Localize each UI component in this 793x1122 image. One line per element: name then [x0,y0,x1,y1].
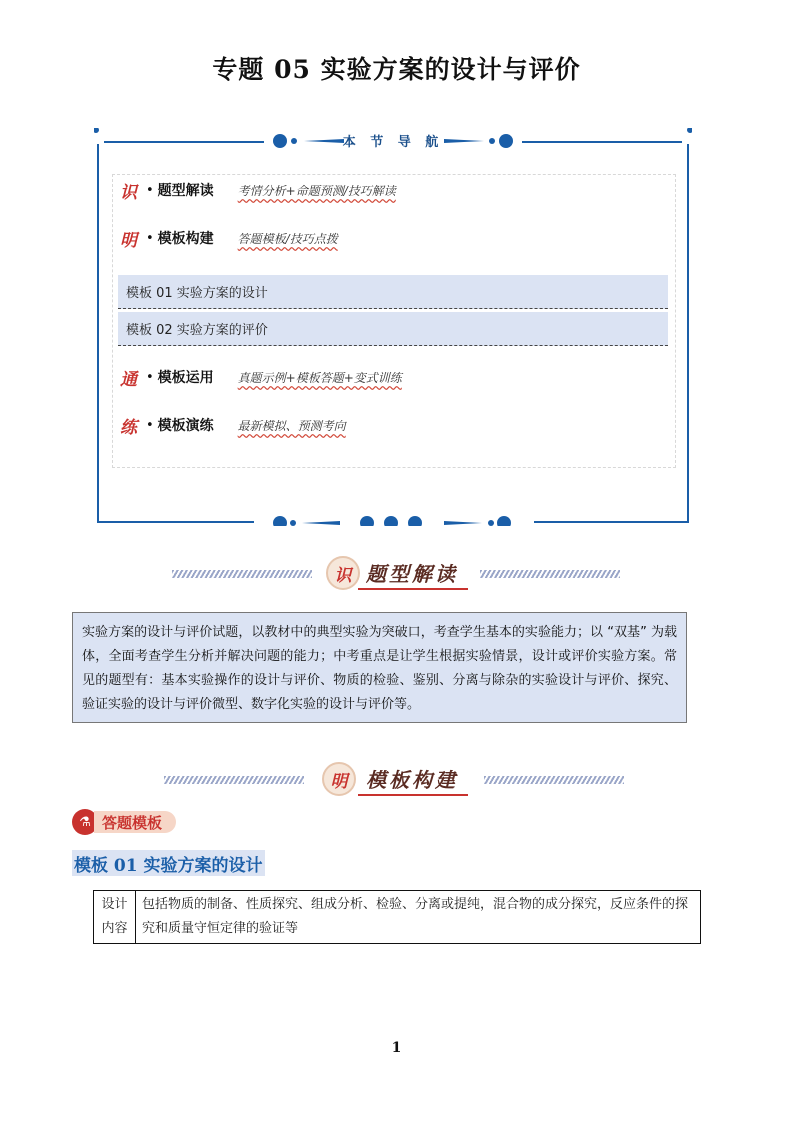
section-medal-icon: 识 [326,556,360,590]
nav-item-desc: 考情分析+命题预测/技巧解读 [237,183,396,198]
page-title: 专题 05 实验方案的设计与评价 [212,55,581,84]
banner-stripe-right [480,570,620,578]
banner-stripe-left [164,776,304,784]
nav-char-icon: 识 [120,182,137,203]
nav-item-label: 模板演练 [157,418,214,434]
banner-stripe-left [172,570,312,578]
nav-char-icon: 明 [120,230,137,251]
nav-template-02[interactable]: 模板 02 实验方案的评价 [118,312,668,346]
design-content-table [93,890,701,944]
nav-char-icon: 通 [120,369,137,390]
nav-item-label: 模板运用 [157,370,214,386]
answer-template-badge [72,809,176,835]
section-banner-construction [0,758,793,802]
flask-icon: ⚗ [72,809,98,835]
nav-item-application[interactable] [120,365,402,389]
table-value-cell: 包括物质的制备、性质探究、组成分析、检验、分离或提纯，混合物的成分探究，反应条件的探究和质量守恒定律的验证等 [136,891,701,944]
table-key-cell: 设计内容 [94,891,136,944]
bullet-icon: • [146,182,154,198]
nav-header: 本 节 导 航 [342,135,444,150]
nav-item-interpretation[interactable] [120,178,396,202]
bullet-icon: • [146,417,154,433]
nav-item-practice[interactable] [120,413,346,437]
nav-item-desc: 真题示例+模板答题+变式训练 [237,370,402,385]
bullet-icon: • [146,369,154,385]
nav-item-desc: 答题模板/技巧点拨 [237,231,338,246]
nav-char-icon: 练 [120,417,137,438]
banner-stripe-right [484,776,624,784]
intro-paragraph: 实验方案的设计与评价试题，以教材中的典型实验为突破口，考查学生基本的实验能力；以 “双基” 为载体，全面考查学生分析并解决问题的能力；中考重点是让学生根据实验情景，设计或评价实验方案。常见的题型有：基本实验操作的设计与评价、物质的检验、鉴别、分离与除杂的实验设计与评价、探究、验证实验的设计与评价微型、数字化实验的设计与评价等。 [72,612,687,723]
nav-item-label: 模板构建 [157,231,214,247]
page-number: 1 [391,1040,402,1056]
nav-item-desc: 最新模拟、预测考向 [237,418,346,433]
section-title: 模板构建 [366,768,458,792]
answer-template-label: 答题模板 [94,811,176,833]
nav-item-label: 题型解读 [157,183,214,199]
template-01-heading: 模板 01 实验方案的设计 [72,850,265,876]
nav-template-01[interactable]: 模板 01 实验方案的设计 [118,275,668,309]
banner-underline [358,588,468,590]
bullet-icon: • [146,230,154,246]
section-title: 题型解读 [366,562,458,586]
section-banner-interpretation [0,552,793,596]
table-row [94,891,701,944]
section-medal-icon: 明 [322,762,356,796]
nav-item-construction[interactable] [120,226,338,250]
banner-underline [358,794,468,796]
